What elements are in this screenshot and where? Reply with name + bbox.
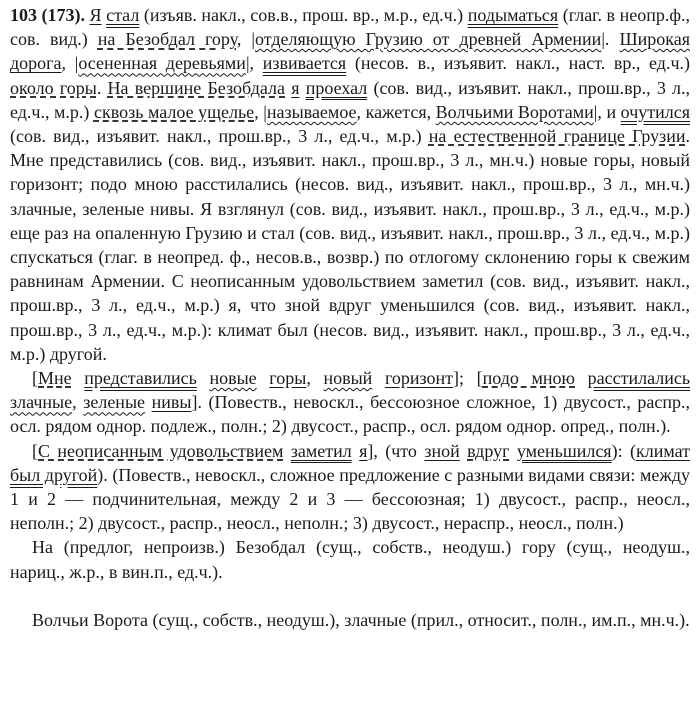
text-run: , bbox=[306, 368, 324, 389]
text-run: , кажется, bbox=[356, 101, 436, 122]
text-run bbox=[197, 368, 210, 388]
subject-word: Я bbox=[89, 5, 102, 25]
text-run: |. bbox=[601, 29, 620, 50]
attribute-word: Широкая bbox=[619, 29, 690, 50]
text-run bbox=[72, 368, 85, 388]
text-run: (изъяв. накл., сов.в., прош. вр., м.р., ед.ч.) bbox=[139, 5, 468, 25]
adverbial-word: На вершине Безобдала bbox=[107, 77, 286, 98]
text-run: (сов. вид., изъявит. накл., прош.вр., 3 л., ед.ч., м.р.) bbox=[10, 77, 691, 122]
subject-word: горизонт bbox=[384, 368, 454, 389]
attribute-word: осененная деревьями bbox=[78, 53, 246, 74]
text-run bbox=[283, 441, 290, 461]
subject-word: я bbox=[359, 440, 368, 461]
adverbial-word: вдруг bbox=[467, 440, 510, 461]
text-run: [ bbox=[32, 368, 38, 389]
text-run: ], (что bbox=[367, 440, 425, 461]
paragraph-analysis-2 bbox=[10, 439, 690, 536]
text-run: , | bbox=[236, 29, 255, 50]
adverbial-word: С неописанным удовольствием bbox=[38, 440, 284, 461]
predicate-word: заметил bbox=[290, 440, 352, 461]
paragraph-morphology-1 bbox=[10, 535, 690, 583]
text-run: (глаг. в неопр.ф., сов. вид.) bbox=[10, 5, 690, 50]
predicate-word: подыматься bbox=[467, 5, 559, 25]
text-run bbox=[257, 368, 270, 388]
adverbial-word: сквозь малое ущелье bbox=[93, 101, 255, 122]
paragraph-gap bbox=[10, 584, 690, 608]
paragraph-analysis-1 bbox=[10, 366, 690, 439]
text-run: , | bbox=[61, 53, 79, 74]
subject-word: дорога bbox=[10, 53, 62, 74]
text-run: . bbox=[96, 77, 108, 98]
text-run: (сов. вид., изъявит. накл., прош.вр., 3 л., ед.ч., м.р.) bbox=[10, 126, 429, 147]
predicate-word: был другой bbox=[10, 464, 98, 485]
text-run bbox=[145, 392, 152, 412]
adverbial-word: около горы bbox=[10, 77, 97, 98]
text-run: (несов. в., изъявит. накл., наст. вр., ед.ч.) bbox=[346, 53, 691, 74]
subject-word: нивы bbox=[151, 392, 192, 413]
subject-word: горы bbox=[269, 368, 307, 389]
text-run: На (предлог, непроизв.) Безобдал (сущ., собств., неодуш.) гору (сущ., неодуш., нариц., ж.р., в вин.п., ед.ч.). bbox=[10, 537, 690, 582]
adverbial-word: Мне bbox=[38, 368, 72, 389]
text-run bbox=[460, 441, 467, 461]
predicate-word: очутился bbox=[620, 101, 690, 122]
predicate-word: проехал bbox=[305, 77, 368, 98]
predicate-word: стал bbox=[106, 5, 140, 25]
predicate-word: расстилались bbox=[587, 368, 691, 389]
attribute-word: Волчьими Воротами bbox=[435, 101, 594, 122]
adverbial-word: подо мною bbox=[482, 368, 575, 389]
predicate-word: представились bbox=[84, 368, 197, 389]
attribute-word: называемое bbox=[266, 101, 357, 122]
text-run: , bbox=[72, 392, 84, 413]
attribute-word: отделяющую Грузию от древней Армении bbox=[254, 29, 602, 50]
text-run: ): ( bbox=[611, 440, 636, 461]
text-run bbox=[372, 368, 385, 388]
paragraph-morphology-2 bbox=[10, 608, 690, 632]
paragraph-body bbox=[10, 5, 690, 364]
adverbial-word: на Безобдал гору bbox=[97, 29, 237, 50]
text-run bbox=[352, 441, 359, 461]
text-run: . Мне представились (сов. вид., изъявит. накл., прош.вр., 3 л., мн.ч.) новые горы, новый горизонт; подо мною расстилались (несов. вид., изъявит. накл., прош.вр., 3 л., мн.ч.) злачные, зеленые нивы. Я взглянул (сов. вид., изъявит. накл., прош.вр., 3 л., ед.ч., м.р.) еще раз на опаленную Грузию и стал (сов. вид., изъявит. накл., прош.вр., 3 л., ед.ч., м.р.) спускаться (глаг. в неопред. ф., несов.в., возвр.) по отлогому склонению горы к свежим равнинам Армении. С неописанным удовольствием заметил (сов. вид., изъявит. накл., прош.вр., 3 л., ед.ч., м.р.) я, что зной вдруг уменьшился (сов. вид., изъявит. накл., прош.вр., 3 л., ед.ч., м.р.): климат был (несов. вид., изъявит. накл., прош.вр., 3 л., ед.ч., м.р.) другой. bbox=[10, 126, 690, 364]
subject-word: зной bbox=[424, 440, 460, 461]
predicate-word: уменьшился bbox=[516, 440, 612, 461]
subject-word: климат bbox=[635, 440, 691, 461]
text-run: [ bbox=[32, 440, 38, 461]
text-run: |, и bbox=[593, 101, 621, 122]
predicate-word: извивается bbox=[262, 53, 347, 74]
text-run: ). (Повеств., невоскл., сложное предложение с разными видами связи: между 1 и 2 — подчинительная, между 2 и 3 — бессоюзная; 1) двусост., распр., неосл., неполн.; 2) двусост., распр., неосл., неполн.; 3) двусост., нераспр., неосл., полн.) bbox=[10, 464, 690, 534]
text-run: Волчьи Ворота (сущ., собств., неодуш.), злачные (прил., относит., полн., им.п., мн.ч.). bbox=[32, 609, 690, 630]
attribute-word: новый bbox=[323, 368, 373, 389]
exercise-number: 103 (173). bbox=[10, 5, 86, 25]
text-run bbox=[509, 441, 516, 461]
attribute-word: злачные bbox=[10, 392, 73, 413]
adverbial-word: на естественной границе Грузии bbox=[428, 126, 686, 147]
paragraph-main-text bbox=[10, 3, 690, 366]
text-run: ]; [ bbox=[453, 368, 483, 389]
text-run: ]. (Повеств., невоскл., бессоюзное сложное, 1) двусост., распр., осл. рядом однор. подлеж., полн.; 2) двусост., распр., осл. рядом однор. опред., полн.). bbox=[10, 392, 691, 437]
text-run: , | bbox=[254, 101, 267, 122]
attribute-word: зеленые bbox=[83, 392, 146, 413]
subject-word: я bbox=[291, 77, 300, 98]
text-run: |, bbox=[245, 53, 263, 74]
attribute-word: новые bbox=[209, 368, 257, 389]
text-run bbox=[575, 368, 588, 388]
